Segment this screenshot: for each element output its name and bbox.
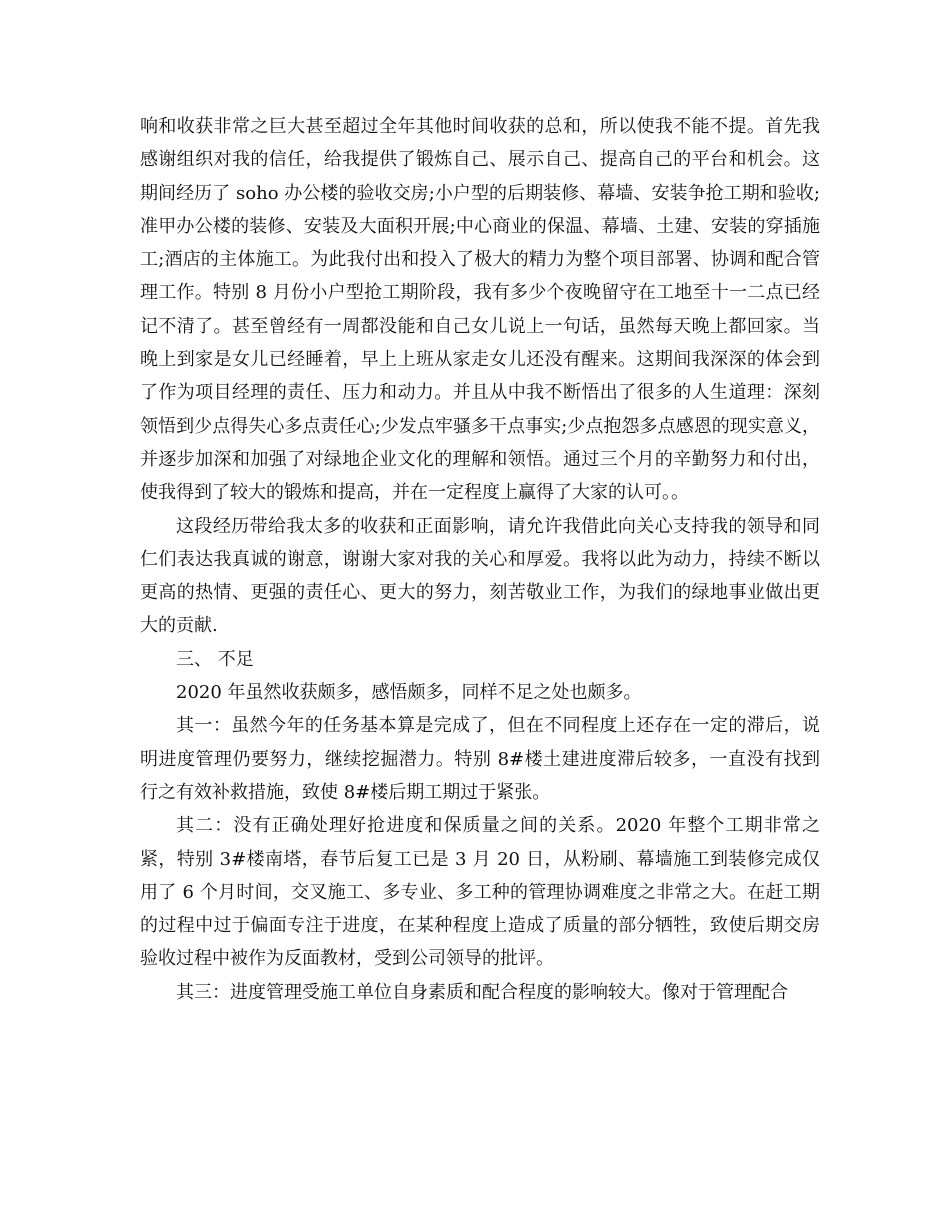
paragraph-5: 其二：没有正确处理好抢进度和保质量之间的关系。2020 年整个工期非常之紧，特别 3#楼南塔，春节后复工已是 3 月 20 日，从粉刷、幕墙施工到装修完成仅用了 6 个月时间，交叉施工、多专业、多工种的管理协调难度之非常之大。在赶工期的过程中过于偏面专注于进度，在某种程度上造成了质量的部分牺牲，致使后期交房验收过程中被作为反面教材，受到公司领导的批评。: [140, 815, 820, 970]
paragraph-4: 其一：虽然今年的任务基本算是完成了，但在不同程度上还存在一定的滞后，说明进度管理仍要努力，继续挖掘潜力。特别 8#楼土建进度滞后较多，一直没有找到行之有效补救措施，致使 8#楼后期工期过于紧张。: [140, 715, 820, 803]
paragraph-2: 这段经历带给我太多的收获和正面影响，请允许我借此向关心支持我的领导和同仁们表达我真诚的谢意，谢谢大家对我的关心和厚爱。我将以此为动力，持续不断以更高的热情、更强的责任心、更大的努力，刻苦敬业工作，为我们的绿地事业做出更大的贡献.: [140, 515, 820, 637]
document-body: [140, 110, 820, 1009]
section-heading-shortcomings: 三、 不足: [176, 648, 254, 670]
paragraph-1: 响和收获非常之巨大甚至超过全年其他时间收获的总和，所以使我不能不提。首先我感谢组织对我的信任，给我提供了锻炼自己、展示自己、提高自己的平台和机会。这期间经历了 soho 办公楼的验收交房;小户型的后期装修、幕墙、安装争抢工期和验收;准甲办公楼的装修、安装及大面积开展;中心商业的保温、幕墙、土建、安装的穿插施工;酒店的主体施工。为此我付出和投入了极大的精力为整个项目部署、协调和配合管理工作。特别 8 月份小户型抢工期阶段，我有多少个夜晚留守在工地至十一二点已经记不清了。甚至曾经有一周都没能和自己女儿说上一句话，虽然每天晚上都回家。当晚上到家是女儿已经睡着，早上上班从家走女儿还没有醒来。这期间我深深的体会到了作为项目经理的责任、压力和动力。并且从中我不断悟出了很多的人生道理：深刻领悟到少点得失心多点责任心;少发点牢骚多干点事实;少点抱怨多点感恩的现实意义，并逐步加深和加强了对绿地企业文化的理解和领悟。通过三个月的辛勤努力和付出，使我得到了较大的锻炼和提高，并在一定程度上赢得了大家的认可。。: [140, 116, 820, 504]
paragraph-3: 2020 年虽然收获颇多，感悟颇多，同样不足之处也颇多。: [176, 682, 642, 704]
paragraph-6: 其三：进度管理受施工单位自身素质和配合程度的影响较大。像对于管理配合: [176, 981, 788, 1003]
